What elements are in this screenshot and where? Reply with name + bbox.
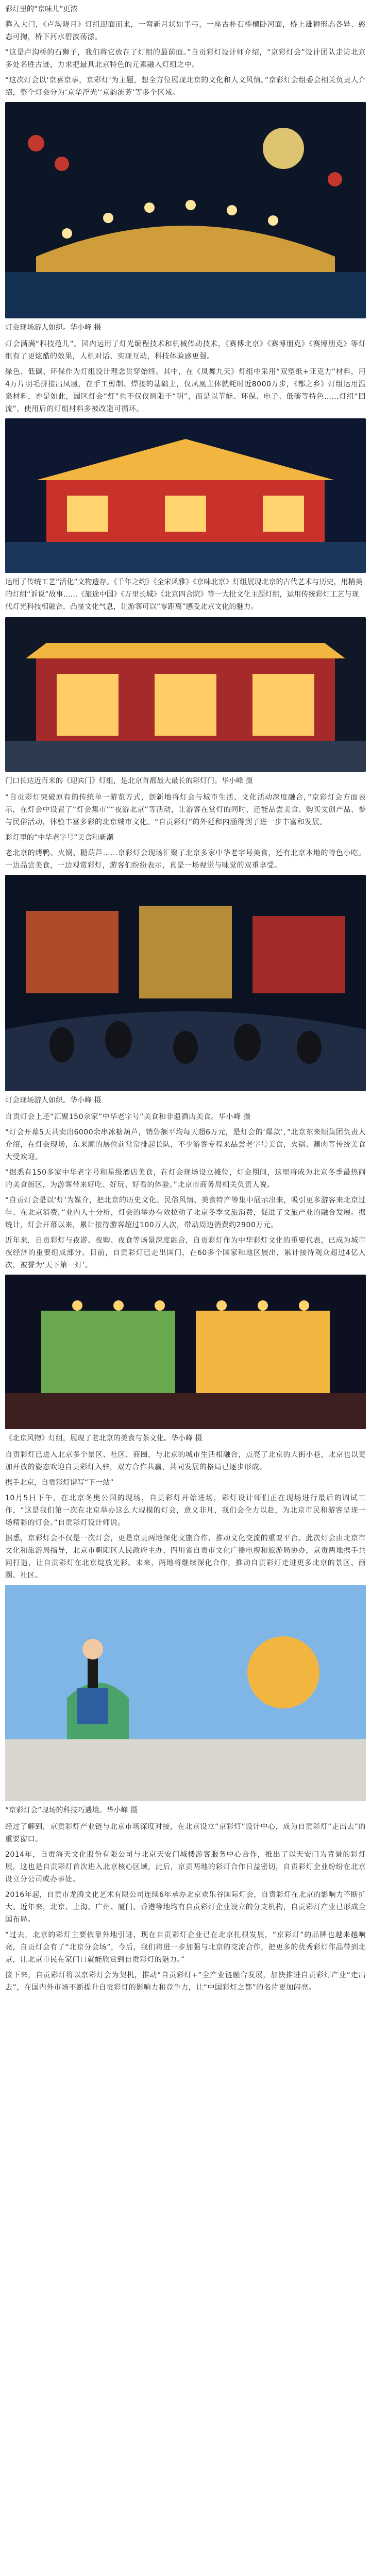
paragraph: “过去，北京的彩灯主要依靠外地引进，现在自贡彩灯企业已在北京扎根发展，“京彩灯”的品牌也越来越响亮，自贡灯会有了“北京分会场”，今后，我们将进一步加强与北京的交流合作，把更多的优秀彩灯作品带到北京，让北京市民在家门口就能欣赏到自贡彩灯的魅力。” xyxy=(5,1931,366,1964)
section-a xyxy=(5,19,366,99)
caption: 《北京风物》灯组，展现了老北京的美食与茶文化。华小峰 摄 xyxy=(5,1434,203,1443)
photo-crowd-night xyxy=(5,875,366,1091)
paragraph: 经过了解到，京贡彩灯产业链与北京市场深度对接，在北京设立“京彩灯”设计中心，成为自贡彩灯“走出去”的重要窗口。 xyxy=(5,1823,366,1843)
photo-lantern-decorator xyxy=(5,1585,366,1801)
section-g xyxy=(5,1492,366,1582)
paragraph: 接下来，自贡彩灯将以京彩灯会为契机，推动“自贡彩灯+”全产业链融合发展，加快推进自贡彩灯产业“走出去”，在国内外市场不断提升自贡彩灯的影响力和竞争力，让“中国彩灯之都”的名片更加闪亮。 xyxy=(5,1971,366,1992)
caption: 门口长达近百米的《迎宾门》灯组，是北京首都最大最长的彩灯门。华小峰 摄 xyxy=(5,777,253,785)
paragraph: 2014年，自贡海天文化股份有限公司与北京天安门城楼游客服务中心合作，推出了以天安门为背景的彩灯展，这也是自贡彩灯首次进入北京核心区域，此后，京贡两地的彩灯合作日益密切，自贡彩灯企业纷纷在北京设立分公司或办事处。 xyxy=(5,1851,366,1884)
caption: 灯会现场游人如织。华小峰 摄 xyxy=(5,1096,102,1105)
paragraph: 绿色、低碳、环保作为灯组设计理念贯穿始终。其中，在《凤舞九天》灯组中采用“双塑纸+亚克力”材料，用4万片羽毛拼接出凤凰，在手工剪制、焊接的基础上，仅凤凰主体就耗时近8000万步，《都之乡》灯组运用温泉材料，亦是如此，园区灯会“灯”也不仅仅局限于“明”，而是以节能、环保、电子、低碳等特色……灯组“回流”，使用后的灯组材料多被改造可循环。 xyxy=(5,368,366,413)
section-heading: 携手北京，自贡彩灯谱写“下一站” xyxy=(5,1479,114,1487)
paragraph: 10月5日下午，在北京冬奥公园的现场，自贡彩灯开始进场，彩灯设计师们正在现场进行最后的调试工作，“这是我们第一次在北京举办这么大规模的灯会，意义非凡，我们会全力以赴，为北京市民和游客呈现一场精彩的灯会。”自贡彩灯设计师说。 xyxy=(5,1494,366,1527)
article-title: 彩灯里的“京味儿”更浓 xyxy=(5,5,78,13)
section-c xyxy=(5,791,366,828)
caption: “京彩灯会”现场的科技巧遇境。华小峰 摄 xyxy=(5,1806,138,1815)
paragraph: 2016年起，自贡市龙腾文化艺术有限公司连续6年承办北京欢乐谷国际灯会，自贡彩灯在北京的影响力不断扩大。近年来，北京、上海、广州、厦门、香港等地均有自贡彩灯企业设立的分支机构，自贡彩灯产业已形成全国布局。 xyxy=(5,1891,366,1924)
paragraph: “灯会开幕5天共卖出6000余串冰糖葫芦，销售额平均每天超6万元，是灯会的‘爆款’，”北京东来顺集团负责人介绍，在灯会现场，东来顺的展位前常常排起长队，不少游客专程来品尝老字号美食，火锅、涮肉等传统美食大受欢迎。 xyxy=(5,1128,366,1161)
photo-gate xyxy=(5,617,366,772)
photo-food-stalls xyxy=(5,1275,366,1429)
section-h xyxy=(5,1821,366,1994)
paragraph: 老北京的烤鸭、火锅、糖葫芦……京彩灯会现场汇聚了北京多家中华老字号美食，还有北京本地的特色小吃。一边品尝美食，一边观赏彩灯，游客们纷纷表示，真是一场视觉与味觉的双重享受。 xyxy=(5,849,366,870)
paragraph: “据悉有150多家中华老字号和星级酒店美食，在灯会现场设立摊位，灯会期间，这里将成为北京冬季最热闹的美食街区，为游客带来好吃、好玩、好看的体验。”北京市商务局相关负责人说。 xyxy=(5,1168,366,1189)
section-f xyxy=(5,1449,366,1473)
article-body xyxy=(5,3,366,1997)
paragraph: 腾入大门，《卢沟晓月》灯组迎面而来，一弯新月状如半弓，一座古朴石桥横卧河面，桥上雄狮形态各异、憨态可掬，桥下河水碧波荡漾。 xyxy=(5,21,366,41)
paragraph: 近年来，自贡彩灯与夜游、夜购、夜食等场景深度融合，自贡彩灯作为中华彩灯文化的重要代表，已成为城市夜经济的重要组成部分。目前，自贡彩灯已走出国门，在60多个国家和地区展出，累计接待观众超过4亿人次，被誉为‘天下第一灯’。 xyxy=(5,1236,366,1269)
paragraph: “这次灯会以‘京喜京事，京彩灯’为主题，想全方位展现北京的文化和人文风情。”京彩灯会组委会相关负责人介绍，整个灯会分为‘京华浮光’‘京韵流芳’等多个区域。 xyxy=(5,76,366,97)
caption: 运用了传统工艺“活化”文物遗存。《千年之约》《全宋风雅》《京味北京》灯组展现北京的古代艺术与历史，用精美的灯组“诉说”故事……《旅途中国》《万里长城》《北京四合院》等一大批文化主题灯组，运用传统彩灯工艺与现代灯光科技相融合，凸显文化气息，让游客可以“零距离”感受北京文化的魅力。 xyxy=(5,578,363,611)
paragraph: 据悉，京彩灯会不仅是一次灯会，更是京贡两地深化文旅合作、推动文化交流的重要平台。此次灯会由北京市文化和旅游局指导，北京市朝阳区人民政府主办，四川省自贡市文化广播电视和旅游局协办，京贡两地携手共同打造，让自贡彩灯在北京绽放光彩。未来，两地将继续深化合作，推动自贡彩灯走进更多北京的景区、商圈、社区。 xyxy=(5,1534,366,1580)
section-d xyxy=(5,847,366,872)
section-b xyxy=(5,338,366,415)
paragraph: 自贡彩灯已进入北京多个景区、社区、商圈，与北京的城市生活相融合，点亮了北京的大街小巷，北京也以更加开放的姿态欢迎自贡彩灯入驻，双方合作共赢、共同发展的格局已逐步形成。 xyxy=(5,1451,366,1471)
section-heading: 彩灯里的“中华老字号”美食和新潮 xyxy=(5,834,114,842)
paragraph: 自贡灯会上还“汇聚150余家”中华老字号“美食和非遗酒店美食。华小峰 摄 xyxy=(5,1113,251,1121)
paragraph: “这是卢沟桥的石狮子，我们将它放在了灯组的最前面。”自贡彩灯设计师介绍，“京彩灯会”设计团队走访北京多处名胜古迹，力求把最具北京特色的元素融入灯组之中。 xyxy=(5,48,366,69)
section-e xyxy=(5,1111,366,1272)
photo-palace-lanterns xyxy=(5,418,366,573)
paragraph: “自贡彩灯突破原有的传统单一游览方式，创新地将灯会与城市生活、文化活动深度融合，”京彩灯会方面表示，在灯会中设置了“灯会集市”“夜游北京”等活动，让游客在赏灯的同时，还能品尝美食、购买文创产品、参与民俗活动，体验丰富多彩的北京城市文化。“自贡彩灯”的外延和内涵得到了进一步丰富和发展。 xyxy=(5,793,366,826)
paragraph: 灯会满满“科技范儿”。园内运用了灯光编程技术和机械传动技术，《赛博北京》《赛博朋克》《赛博朋克》等灯组有了更炫酷的效果，人机对话、实现互动，科技体验感更强。 xyxy=(5,340,366,361)
photo-lantern-bridge xyxy=(5,102,366,318)
paragraph: “自贡灯会是以‘灯’为媒介，把北京的历史文化、民俗风情、美食特产等集中展示出来，吸引更多游客来北京过年、在北京消费，”业内人士分析，灯会的举办有效拉动了北京冬季文旅消费，促进了文旅产业的融合发展。据统计，灯会开幕以来，累计接待游客超过100万人次，带动周边消费约2900万元。 xyxy=(5,1196,366,1229)
caption: 灯会现场游人如织。华小峰 摄 xyxy=(5,324,102,332)
